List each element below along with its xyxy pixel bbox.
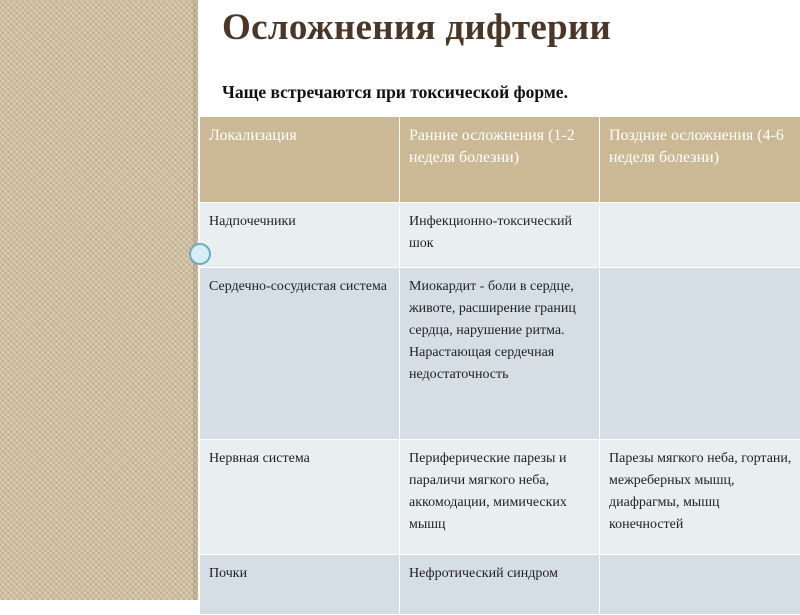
header-early-complications: Ранние осложнения (1-2 неделя болезни) [400, 117, 600, 203]
cell-early: Миокардит - боли в сердце, животе, расширение границ сердца, нарушение ритма. Нарастающая сердечная недостаточность [400, 268, 600, 440]
slide-subtitle: Чаще встречаются при токсической форме. [222, 82, 568, 103]
slide-title: Осложнения дифтерии [222, 6, 611, 49]
header-localization: Локализация [200, 117, 400, 203]
cell-early: Нефротический синдром [400, 555, 600, 615]
complications-table [199, 116, 800, 615]
decorative-side-panel [0, 0, 198, 600]
cell-early: Периферические парезы и параличи мягкого неба, аккомодации, мимических мышц [400, 440, 600, 555]
cell-late [600, 268, 800, 440]
cell-late [600, 555, 800, 615]
cell-localization: Надпочечники [200, 203, 400, 268]
cell-late: Парезы мягкого неба, гортани, межреберных мышц, диафрагмы, мышц конечностей [600, 440, 800, 555]
cell-localization: Сердечно-сосудистая система [200, 268, 400, 440]
decorative-circle-icon [189, 243, 211, 265]
table-header-row [200, 117, 800, 203]
cell-localization: Нервная система [200, 440, 400, 555]
header-late-complications: Поздние осложнения (4-6 неделя болезни) [600, 117, 800, 203]
cell-late [600, 203, 800, 268]
cell-early: Инфекционно-токсический шок [400, 203, 600, 268]
table-row [200, 555, 800, 615]
table-row [200, 203, 800, 268]
cell-localization: Почки [200, 555, 400, 615]
table-row [200, 268, 800, 440]
table-row [200, 440, 800, 555]
